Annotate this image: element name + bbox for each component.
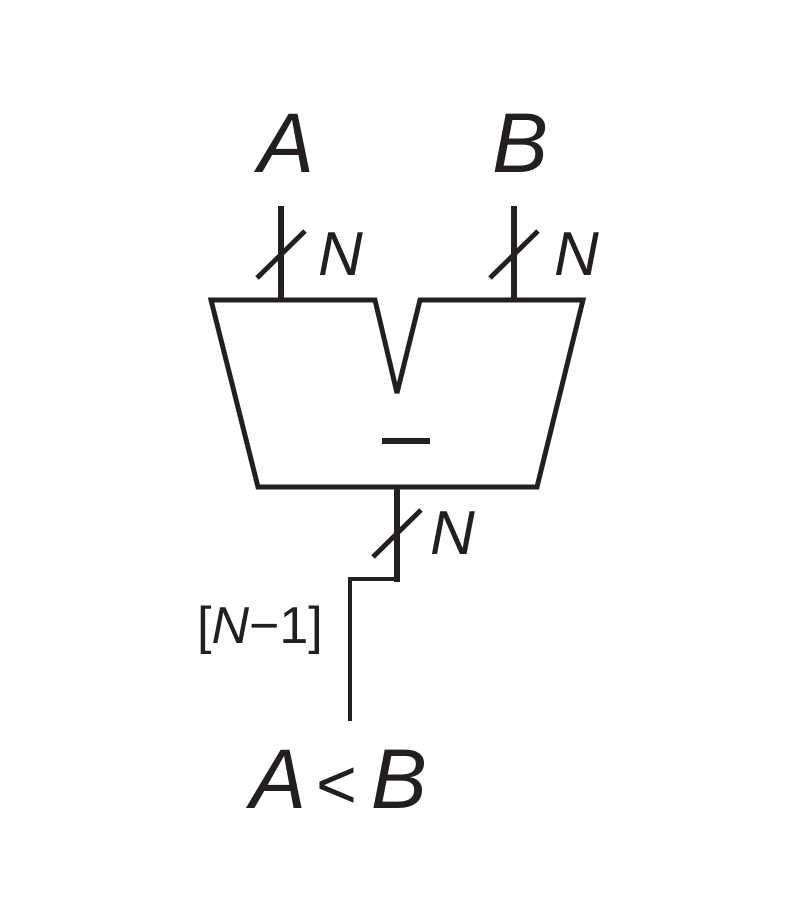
output-right: B	[370, 732, 427, 826]
input-a-label: A	[258, 96, 315, 190]
msb-tap-var: N	[211, 597, 250, 655]
output-left: A	[250, 732, 307, 826]
input-b-label: B	[492, 96, 549, 190]
input-a-width-label: N	[318, 220, 363, 289]
msb-tap-suffix: −1]	[249, 597, 323, 655]
operator-symbol: −	[406, 450, 407, 451]
msb-tap-prefix: [	[197, 597, 212, 655]
msb-tap-label	[197, 597, 323, 655]
msb-tap-wire	[350, 579, 397, 721]
output-op: <	[316, 745, 357, 823]
input-b-width-label: N	[554, 220, 599, 289]
output-width-label: N	[430, 499, 475, 568]
output-label	[245, 732, 427, 826]
subtractor-body	[211, 300, 583, 487]
